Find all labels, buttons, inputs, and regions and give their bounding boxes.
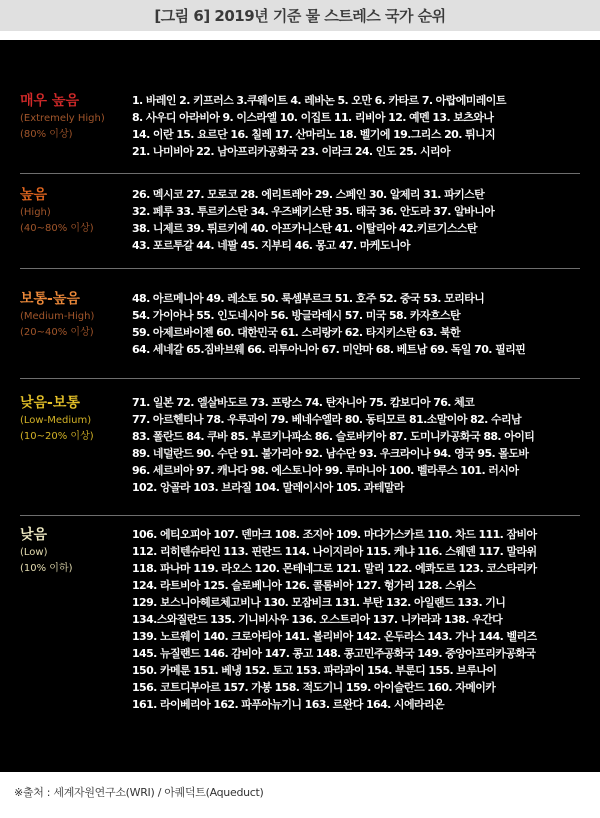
country-line: 150. 카메룬 151. 베냉 152. 토고 153. 파라과이 154. 부룬디 155. 브루나이 bbox=[132, 664, 497, 677]
figure-header bbox=[0, 0, 600, 31]
country-line: 1. 바레인 2. 키프러스 3.쿠웨이트 4. 레바논 5. 오만 6. 카타르 7. 아랍에미레이트 bbox=[132, 94, 506, 107]
country-line: 32. 페루 33. 투르키스탄 34. 우즈베키스탄 35. 태국 36. 안도라 37. 알바니아 bbox=[132, 205, 495, 218]
country-line: 14. 이란 15. 요르단 16. 칠레 17. 산마리노 18. 벨기에 19.그리스 20. 튀니지 bbox=[132, 128, 496, 141]
tier-country-list bbox=[132, 394, 592, 496]
tier-label bbox=[20, 526, 130, 575]
country-line: 124. 라트비아 125. 슬로베니아 126. 콜롬비아 127. 헝가리 128. 스위스 bbox=[132, 579, 476, 592]
tier-extremely-high bbox=[0, 92, 600, 164]
tier-english-name: (High) bbox=[20, 207, 51, 218]
country-line: 156. 코트디부아르 157. 가봉 158. 적도기니 159. 아이슬란드 160. 자메이카 bbox=[132, 681, 496, 694]
tier-english-name: (Low-Medium) bbox=[20, 415, 92, 426]
country-line: 8. 사우디 아라비아 9. 이스라엘 10. 이집트 11. 리비아 12. 예멘 13. 보츠와나 bbox=[132, 111, 494, 124]
tier-range: (80% 이상) bbox=[20, 129, 73, 140]
country-line: 118. 파나마 119. 라오스 120. 몬테네그로 121. 말리 122. 에콰도르 123. 코스타리카 bbox=[132, 562, 537, 575]
tier-name: 낮음 bbox=[20, 527, 48, 543]
country-line: 134.스와질란드 135. 기니비사우 136. 오스트리아 137. 니카라과 138. 우간다 bbox=[132, 613, 503, 626]
tier-range: (10% 이하) bbox=[20, 563, 73, 574]
tier-english-name: (Medium-High) bbox=[20, 311, 95, 322]
tier-name: 매우 높음 bbox=[20, 93, 79, 109]
country-line: 129. 보스니아헤르체고비나 130. 모잠비크 131. 부탄 132. 아일랜드 133. 기니 bbox=[132, 596, 506, 609]
ranking-panel bbox=[0, 40, 600, 772]
tier-name: 낮음-보통 bbox=[20, 395, 80, 411]
tier-country-list bbox=[132, 92, 592, 160]
tier-high bbox=[0, 186, 600, 258]
tier-label bbox=[20, 186, 130, 235]
tier-label bbox=[20, 92, 130, 141]
country-line: 21. 나미비아 22. 남아프리카공화국 23. 이라크 24. 인도 25. 시리아 bbox=[132, 145, 451, 158]
tier-divider bbox=[20, 515, 580, 516]
country-line: 161. 라이베리아 162. 파푸아뉴기니 163. 르완다 164. 시에라리온 bbox=[132, 698, 445, 711]
country-line: 26. 멕시코 27. 모로코 28. 에리트레아 29. 스페인 30. 알제리 31. 파키스탄 bbox=[132, 188, 485, 201]
tier-label bbox=[20, 290, 130, 339]
tier-name: 높음 bbox=[20, 187, 48, 203]
tier-name: 보통-높음 bbox=[20, 291, 80, 307]
country-line: 83. 폴란드 84. 쿠바 85. 부르키나파소 86. 슬로바키아 87. 도미니카공화국 88. 아이티 bbox=[132, 430, 535, 443]
country-line: 96. 세르비아 97. 캐나다 98. 에스토니아 99. 루마니아 100. 벨라루스 101. 러시아 bbox=[132, 464, 519, 477]
tier-medium-high bbox=[0, 290, 600, 362]
tier-divider bbox=[20, 268, 580, 269]
country-line: 106. 에티오피아 107. 덴마크 108. 조지아 109. 마다가스카르 110. 차드 111. 잠비아 bbox=[132, 528, 537, 541]
tier-english-name: (Extremely High) bbox=[20, 113, 105, 124]
tier-label bbox=[20, 394, 130, 443]
tier-country-list bbox=[132, 186, 592, 254]
tier-range: (20~40% 이상) bbox=[20, 327, 94, 338]
tier-divider bbox=[20, 173, 580, 174]
country-line: 71. 일본 72. 엘살바도르 73. 프랑스 74. 탄자니아 75. 캄보디아 76. 체코 bbox=[132, 396, 475, 409]
country-line: 43. 포르투갈 44. 네팔 45. 지부티 46. 몽고 47. 마케도니아 bbox=[132, 239, 410, 252]
country-line: 38. 니제르 39. 튀르키에 40. 아프카니스탄 41. 이탈리아 42.키르기스스탄 bbox=[132, 222, 477, 235]
tier-country-list bbox=[132, 290, 592, 358]
country-line: 64. 세네갈 65.짐바브웨 66. 리투아니아 67. 미얀마 68. 베트남 69. 독일 70. 필리핀 bbox=[132, 343, 526, 356]
country-line: 139. 노르웨이 140. 크로아티아 141. 볼리비아 142. 온두라스 143. 가나 144. 벨리즈 bbox=[132, 630, 537, 643]
tier-range: (40~80% 이상) bbox=[20, 223, 94, 234]
figure-title: [그림 6] 2019년 기준 물 스트레스 국가 순위 bbox=[154, 7, 446, 25]
tier-low-medium bbox=[0, 394, 600, 498]
country-line: 112. 리히텐슈타인 113. 핀란드 114. 나이지리아 115. 케냐 116. 스웨덴 117. 말라위 bbox=[132, 545, 537, 558]
tier-divider bbox=[20, 378, 580, 379]
source-note: ※출처 : 세계자원연구소(WRI) / 아퀘덕트(Aqueduct) bbox=[14, 786, 264, 799]
country-line: 102. 앙골라 103. 브라질 104. 말레이시아 105. 과테말라 bbox=[132, 481, 404, 494]
tier-low bbox=[0, 526, 600, 716]
country-line: 89. 네덜란드 90. 수단 91. 불가리아 92. 남수단 93. 우크라이나 94. 영국 95. 몰도바 bbox=[132, 447, 529, 460]
country-line: 54. 가이아나 55. 인도네시아 56. 방글라데시 57. 미국 58. 카자흐스탄 bbox=[132, 309, 461, 322]
tier-english-name: (Low) bbox=[20, 547, 48, 558]
country-line: 77. 아르헨티나 78. 우루과이 79. 베네수엘라 80. 동티모르 81.소말이아 82. 수리남 bbox=[132, 413, 522, 426]
tier-country-list bbox=[132, 526, 592, 713]
tier-range: (10~20% 이상) bbox=[20, 431, 94, 442]
country-line: 48. 아르메니아 49. 레소토 50. 룩셈부르크 51. 호주 52. 중국 53. 모리타니 bbox=[132, 292, 485, 305]
country-line: 145. 뉴질랜드 146. 감비아 147. 콩고 148. 콩고민주공화국 149. 중앙아프리카공화국 bbox=[132, 647, 536, 660]
country-line: 59. 아제르바이젠 60. 대한민국 61. 스리랑카 62. 타지키스탄 63. 북한 bbox=[132, 326, 461, 339]
